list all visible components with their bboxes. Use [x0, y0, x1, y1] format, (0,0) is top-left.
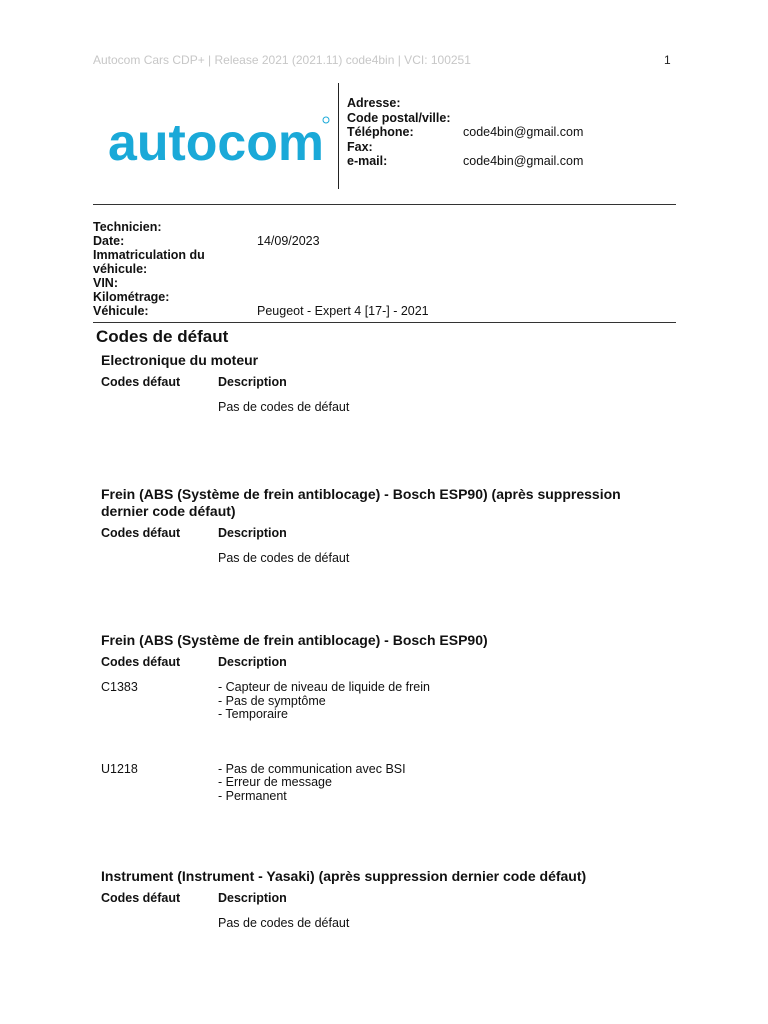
block-title: Frein (ABS (Système de frein antiblocage) - Bosch ESP90): [101, 632, 488, 648]
fault-block-brake-after-clear: [101, 486, 661, 566]
vehicle-info-value: [257, 276, 676, 290]
vehicle-info-row: [93, 276, 676, 290]
document-header: Autocom Cars CDP+ | Release 2021 (2021.11) code4bin | VCI: 100251: [93, 53, 471, 67]
block-title: Frein (ABS (Système de frein antiblocage) - Bosch ESP90) (après suppression dernier code défaut): [101, 486, 621, 519]
vehicle-info-row: [93, 248, 676, 276]
column-description-header: Description: [218, 526, 287, 540]
vehicle-info-label: Véhicule:: [93, 304, 149, 318]
vehicle-info-row: [93, 304, 676, 318]
contact-label: e-mail:: [347, 154, 388, 168]
vehicle-info-label: Date:: [93, 234, 125, 248]
vehicle-info-value: [257, 248, 676, 276]
description-line: - Pas de communication avec BSI: [218, 761, 406, 776]
vehicle-info-label: Immatriculation du véhicule:: [93, 248, 205, 276]
fault-entry: [101, 917, 661, 931]
fault-description: [218, 681, 661, 722]
fault-entry: [101, 681, 661, 722]
autocom-logo: [108, 112, 330, 168]
description-line: Pas de codes de défaut: [218, 916, 350, 930]
description-line: Pas de codes de défaut: [218, 551, 350, 565]
contact-row-fax: [347, 140, 677, 155]
vehicle-info-value: Peugeot - Expert 4 [17-] - 2021: [257, 304, 429, 318]
column-description-header: Description: [218, 375, 287, 389]
contact-row-phone: [347, 125, 677, 140]
column-code-header: Codes défaut: [101, 375, 181, 389]
description-line: - Pas de symptôme: [218, 693, 326, 708]
fault-code: C1383: [101, 680, 138, 694]
contact-label: Fax:: [347, 139, 373, 154]
contact-row-address: [347, 96, 677, 111]
fault-description: [218, 763, 661, 804]
contact-label: Adresse:: [347, 96, 401, 110]
fault-block-brake: [101, 632, 661, 803]
page-number: 1: [664, 53, 671, 67]
contact-value: [463, 111, 677, 126]
column-description-header: Description: [218, 655, 287, 669]
contact-row-postal: [347, 111, 677, 126]
contact-value: code4bin@gmail.com: [463, 154, 584, 168]
column-code-header: Codes défaut: [101, 891, 181, 905]
fault-entry: [101, 763, 661, 804]
contact-value: code4bin@gmail.com: [463, 125, 584, 139]
vehicle-info-row: [93, 234, 676, 248]
vehicle-info-row: [93, 220, 676, 234]
fault-code: [101, 401, 218, 415]
column-headers: [101, 526, 661, 540]
vehicle-info-value: 14/09/2023: [257, 234, 320, 248]
vehicle-info-label: Kilométrage:: [93, 290, 170, 304]
contact-value: [463, 140, 677, 155]
description-line: - Erreur de message: [218, 775, 332, 789]
column-code-header: Codes défaut: [101, 655, 181, 669]
fault-code: U1218: [101, 761, 138, 776]
fault-description: [218, 401, 661, 415]
vehicle-info-value: [257, 290, 676, 304]
description-line: - Permanent: [218, 788, 287, 803]
fault-description: [218, 552, 661, 566]
section-title: Codes de défaut: [96, 327, 229, 346]
fault-code: [101, 917, 218, 931]
description-line: - Capteur de niveau de liquide de frein: [218, 680, 430, 694]
column-headers: [101, 891, 661, 905]
vehicle-info-value: [257, 220, 676, 234]
fault-entry: [101, 552, 661, 566]
fault-entry: [101, 401, 661, 415]
vertical-divider: [338, 83, 339, 189]
column-headers: [101, 375, 661, 389]
fault-block-engine: [101, 352, 661, 415]
column-description-header: Description: [218, 891, 287, 905]
block-title: Instrument (Instrument - Yasaki) (après suppression dernier code défaut): [101, 868, 587, 884]
contact-block: [347, 96, 677, 169]
vehicle-info-row: [93, 290, 676, 304]
fault-description: [218, 917, 661, 931]
contact-value: [463, 96, 677, 111]
column-headers: [101, 655, 661, 669]
vehicle-info: [93, 220, 676, 318]
contact-label: Code postal/ville:: [347, 110, 451, 125]
block-title: Electronique du moteur: [101, 352, 259, 368]
fault-block-instrument: [101, 868, 661, 931]
description-line: - Temporaire: [218, 707, 288, 721]
column-code-header: Codes défaut: [101, 526, 181, 540]
logo-text: autocom: [108, 114, 324, 168]
fault-code: [101, 552, 218, 566]
description-line: Pas de codes de défaut: [218, 400, 350, 414]
divider-line: [93, 204, 676, 205]
contact-label: Téléphone:: [347, 125, 414, 139]
vehicle-info-label: Technicien:: [93, 220, 162, 234]
contact-row-email: [347, 154, 677, 169]
divider-line: [93, 322, 676, 323]
vehicle-info-label: VIN:: [93, 276, 118, 290]
